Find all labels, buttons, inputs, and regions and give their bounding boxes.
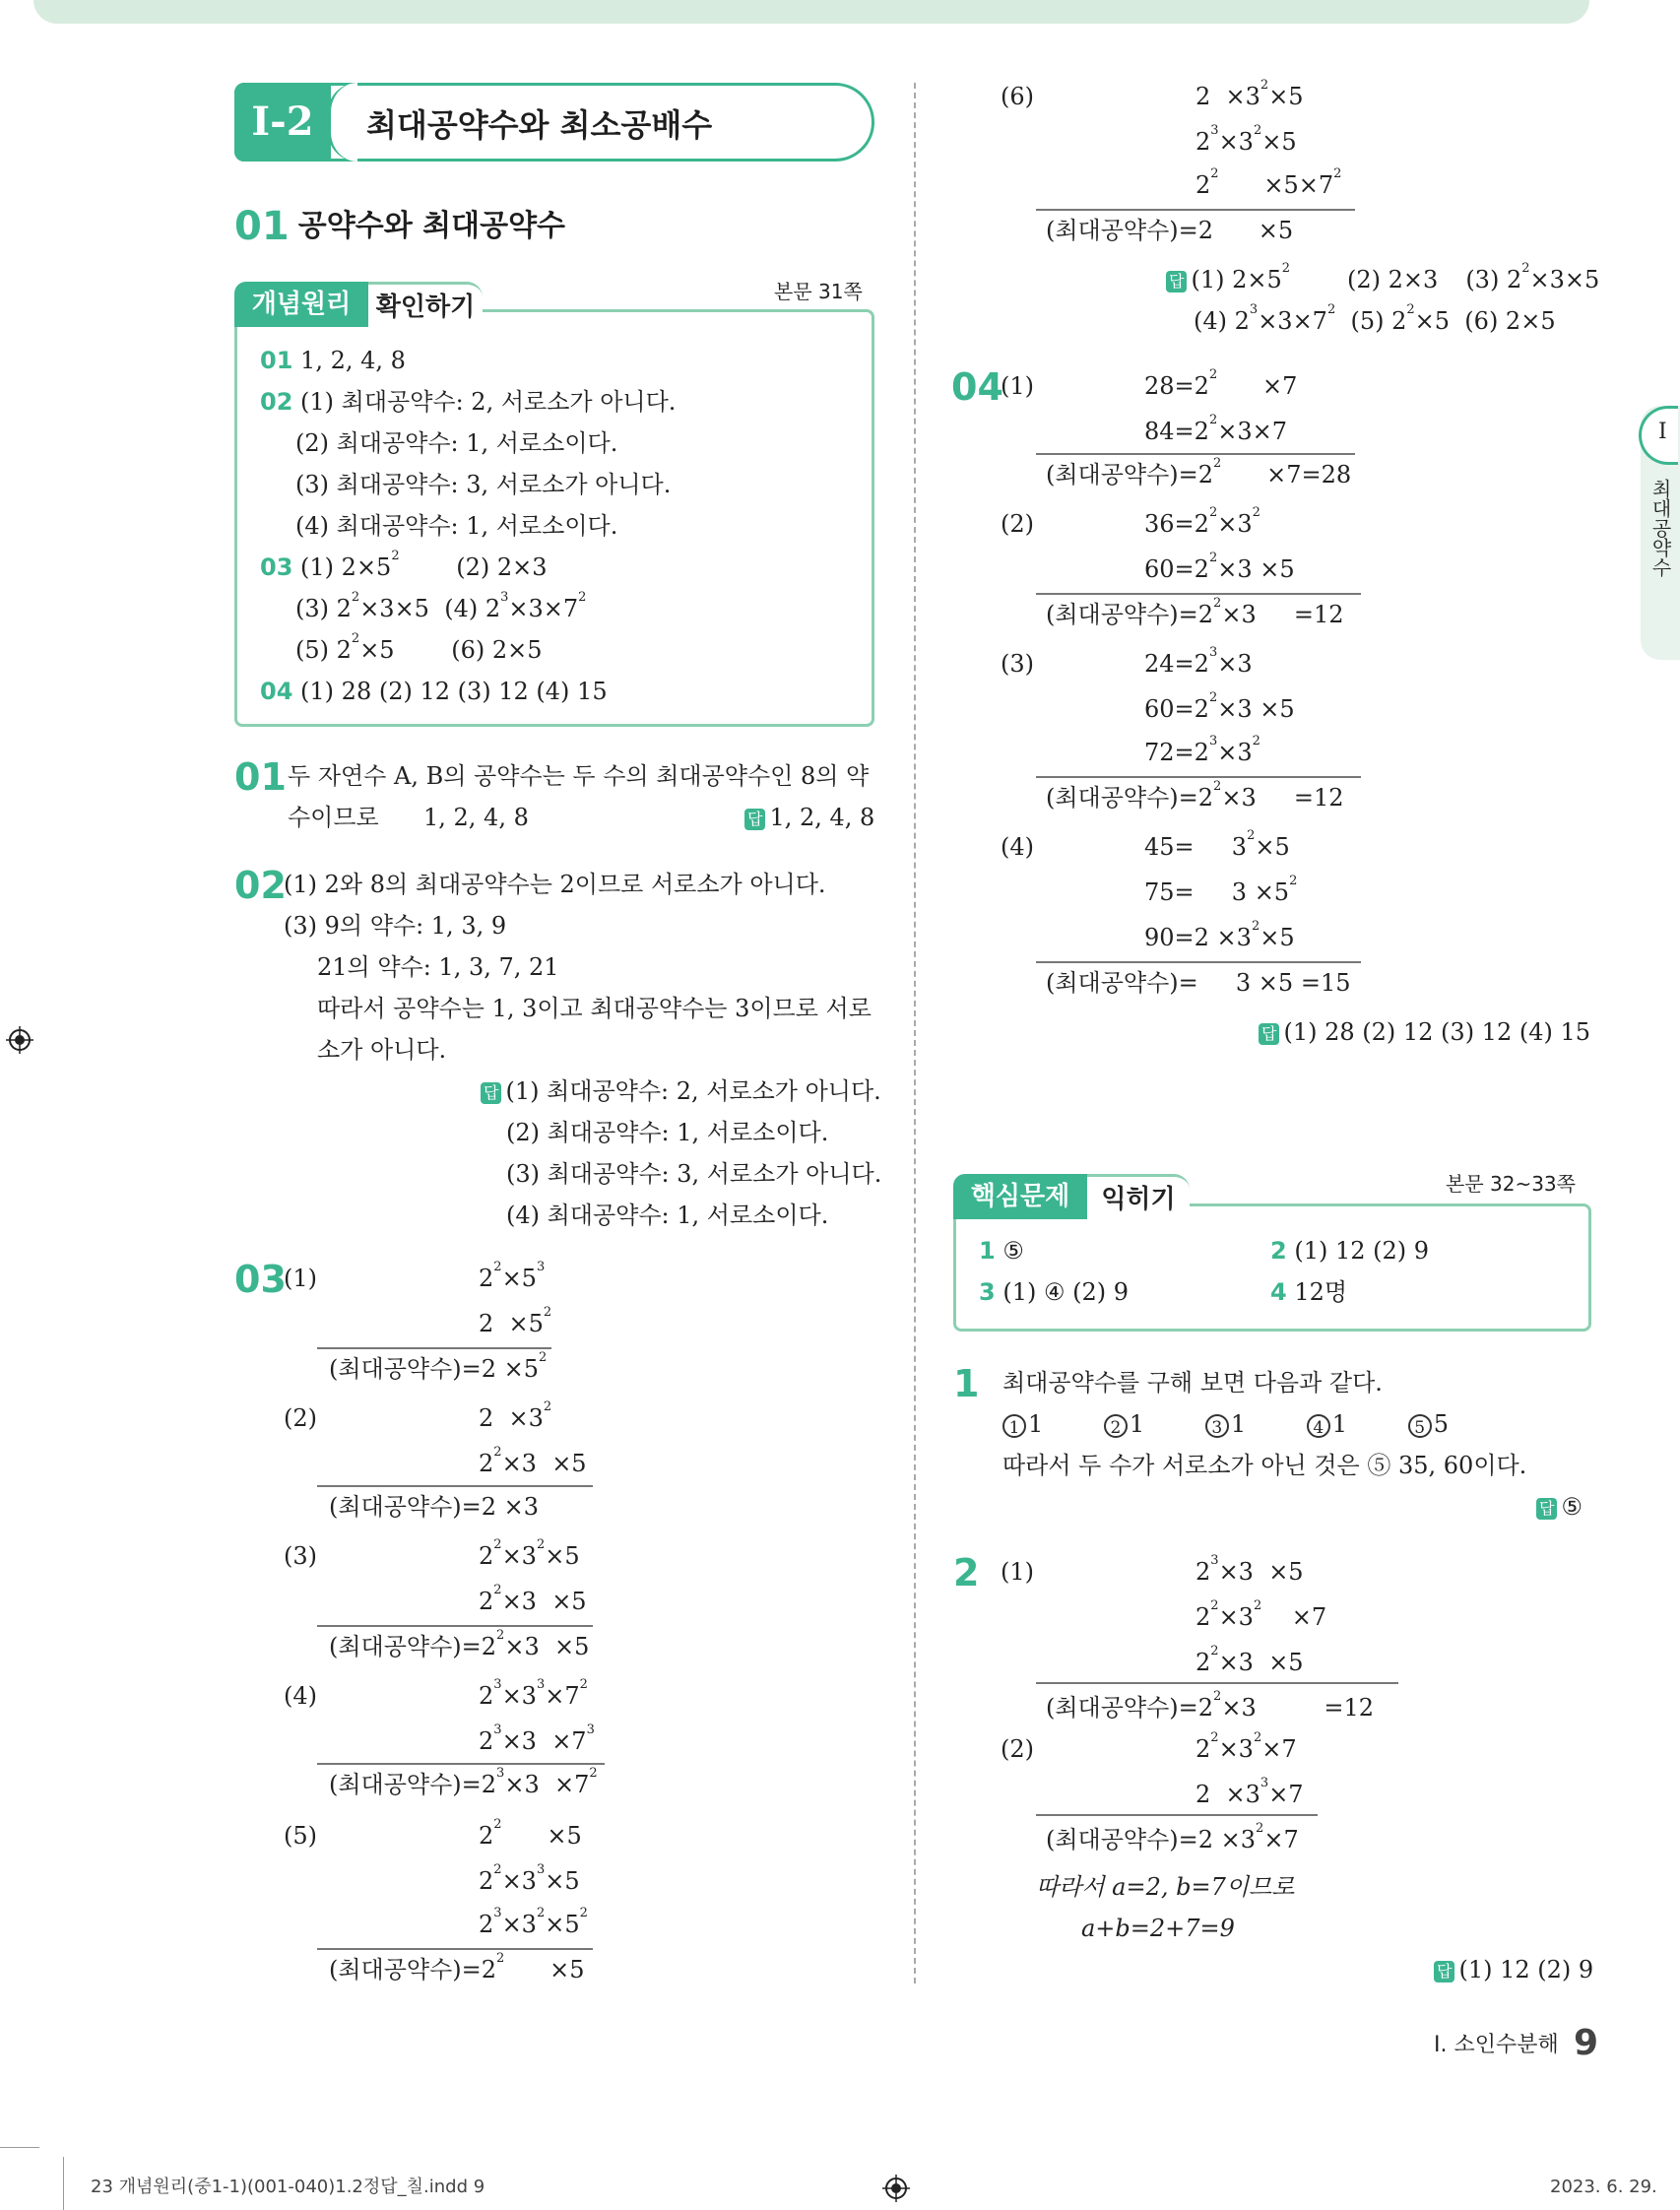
factor-row: $2^3\times 3^2\times 5$ — [1195, 123, 1297, 156]
subsection-number: 01 — [234, 204, 290, 249]
solution-02-answer-2: (2) 최대공약수: 1, 서로소이다. — [506, 1119, 829, 1146]
problem-2-answer: 답 (1) 12 (2) 9 — [1434, 1958, 1593, 1982]
solution-01-line1: 두 자연수 A, B의 공약수는 두 수의 최대공약수인 8의 약 — [288, 762, 870, 790]
solution-02-number: 02 — [234, 864, 287, 907]
factor-row: $2^2\times 5^3$ — [479, 1260, 546, 1292]
registration-mark-icon — [6, 1026, 33, 1054]
factor-row: $2^2\times 3 \times 5$ — [479, 1583, 587, 1615]
factor-row: $2^2\times 3 \times 5$ — [1195, 1644, 1304, 1676]
top-band — [33, 0, 1589, 24]
rule-line — [317, 1763, 605, 1765]
subsection-title: 공약수와 최대공약수 — [297, 209, 566, 243]
concept-a01: 01 1, 2, 4, 8 — [260, 347, 406, 374]
factor-row: $2^2\times 3^2\times 7$ — [1195, 1730, 1297, 1763]
problem-1-options: 1 1 2 1 3 1 4 1 5 5 — [1002, 1412, 1449, 1438]
factor-row: $2^3\times 3 \times 7^3$ — [479, 1722, 595, 1755]
solution-03-answer-row1: 답 (1) $2\times 5^2$ (2) 2×3 (3) $2^2\times 3\times 5$ — [1166, 268, 1599, 292]
concept-a04: 04 (1) 28 (2) 12 (3) 12 (4) 15 — [260, 678, 608, 705]
part-label: (2) — [284, 1404, 317, 1432]
solution-02-answer-3: (3) 최대공약수: 3, 서로소가 아니다. — [506, 1160, 882, 1188]
concept-tab-subtitle: 확인하기 — [368, 282, 483, 327]
factor-row: $90=2 \times 3^2\times 5$ — [1144, 919, 1295, 951]
factor-row: $36=2^2\times 3^2$ — [1144, 505, 1260, 538]
part-label: (5) — [284, 1822, 317, 1850]
solution-02-line1: (1) 2와 8의 최대공약수는 2이므로 서로소가 아니다. — [284, 871, 826, 898]
section-title: 최대공약수와 최소공배수 — [366, 106, 713, 144]
rule-line — [317, 1625, 593, 1627]
factor-row: $2^2$ $\times 5\times 7^2$ — [1195, 166, 1342, 199]
concept-a03-row3: (5) $2^2\times 5$ (6) 2×5 — [295, 631, 543, 664]
factor-row: $2 \times 5^2$ — [479, 1305, 552, 1337]
part-label: (4) — [1001, 833, 1034, 861]
rule-line — [317, 1485, 593, 1487]
solution-02-line3: 21의 약수: 1, 3, 7, 21 — [317, 953, 559, 981]
part-label: (1) — [284, 1265, 317, 1292]
gcd-row: (최대공약수)$=2^2\times 3 \times 5$ — [329, 1628, 590, 1660]
solution-02-line5: 소가 아니다. — [317, 1036, 447, 1064]
footer-rule — [0, 2147, 39, 2148]
gcd-row: (최대공약수)$=2^2$ ×7=28 — [1046, 456, 1352, 488]
side-tab-roman: I — [1658, 420, 1667, 444]
factor-row: $2^2\times 3^2$ ×7 — [1195, 1598, 1327, 1631]
part-label: (3) — [284, 1542, 317, 1570]
factor-row: $2^2\times 3^2\times 5$ — [479, 1537, 580, 1570]
part-label: (4) — [284, 1682, 317, 1710]
problem-1-line1: 최대공약수를 구해 보면 다음과 같다. — [1002, 1369, 1383, 1397]
solution-02-line4: 따라서 공약수는 1, 3이고 최대공약수는 3이므로 서로 — [317, 995, 872, 1022]
solution-03-answer-row2: (4) $2^3\times 3\times 7^2$ (5) $2^2\times 5$ (6) 2×5 — [1194, 302, 1556, 335]
concept-tab: 개념원리 — [234, 282, 368, 327]
problem-2-number: 2 — [953, 1551, 980, 1594]
footer-vrule — [63, 2157, 64, 2210]
solution-02-answer-1: 답 (1) 최대공약수: 2, 서로소가 아니다. — [481, 1079, 881, 1104]
rule-line — [1036, 1814, 1318, 1816]
solution-01-line2b: 1, 2, 4, 8 — [423, 804, 529, 831]
core-q3: 3 (1) ④ (2) 9 — [979, 1278, 1130, 1306]
part-label: (1) — [1001, 372, 1034, 400]
factor-row: $2^2\times 3^3\times 5$ — [479, 1862, 580, 1895]
factor-row: $60=2^2\times 3 \times 5$ — [1144, 690, 1295, 723]
rule-line — [1036, 961, 1361, 963]
column-divider — [914, 83, 916, 1983]
factor-row: $2^3\times 3^3\times 7^2$ — [479, 1677, 588, 1710]
problem-2-line2: a+b=2+7=9 — [1081, 1915, 1235, 1942]
part-label: (6) — [1001, 83, 1034, 110]
gcd-row: (최대공약수)$=2^2\times 3$ =12 — [1046, 1689, 1375, 1722]
solution-01-line2a: 수이므로 — [288, 804, 379, 831]
concept-page-ref: 본문 31쪽 — [774, 280, 863, 303]
concept-a02-4: (4) 최대공약수: 1, 서로소이다. — [295, 512, 618, 540]
factor-row: $60=2^2\times 3 \times 5$ — [1144, 551, 1295, 583]
registration-mark-icon — [882, 2175, 910, 2202]
gcd-row: (최대공약수)$=2 \times 3^2\times 7$ — [1046, 1821, 1299, 1853]
problem-2-line1: 따라서 a=2, b=7이므로 — [1036, 1873, 1295, 1901]
concept-a02-2: (2) 최대공약수: 1, 서로소이다. — [295, 429, 618, 457]
solution-04-number: 04 — [951, 365, 1003, 409]
answer-badge: 답 — [744, 809, 765, 830]
page-number: 9 — [1574, 2023, 1599, 2063]
rule-line — [317, 1347, 551, 1349]
gcd-row: (최대공약수)$=2^2\times 3$ =12 — [1046, 779, 1344, 812]
rule-line — [1036, 209, 1355, 211]
solution-03-number: 03 — [234, 1258, 287, 1301]
rule-line — [1036, 593, 1361, 595]
gcd-row: (최대공약수)=2 ×5 — [1046, 217, 1294, 244]
core-tab: 핵심문제 — [953, 1174, 1087, 1219]
gcd-row: (최대공약수)$=2^2\times 3$ =12 — [1046, 596, 1344, 628]
core-tab-subtitle: 익히기 — [1087, 1174, 1190, 1219]
concept-a02-3: (3) 최대공약수: 3, 서로소가 아니다. — [295, 471, 672, 498]
core-q4: 4 12명 — [1270, 1278, 1348, 1306]
part-label: (3) — [1001, 650, 1034, 678]
factor-row: $2 \times 3^2\times 5$ — [1195, 78, 1304, 110]
solution-02-answer-4: (4) 최대공약수: 1, 서로소이다. — [506, 1202, 829, 1229]
core-q2: 2 (1) 12 (2) 9 — [1270, 1237, 1430, 1265]
rule-line — [317, 1948, 593, 1950]
problem-1-number: 1 — [953, 1362, 980, 1405]
gcd-row: (최대공약수)$=2 \times 5^2$ — [329, 1350, 548, 1383]
rule-line — [1036, 1682, 1398, 1684]
factor-row: $28=2^2$ ×7 — [1144, 367, 1298, 400]
footer-file: 23 개념원리(중1-1)(001-040)1.2정답_칠.indd 9 — [91, 2177, 485, 2197]
factor-row: $24=2^3\times 3$ — [1144, 645, 1253, 678]
concept-a03: 03 (1) $2\times 5^2$ (2) 2×3 — [260, 549, 548, 581]
part-label: (2) — [1001, 510, 1034, 538]
factor-row: 75= $3 \times 5^2$ — [1144, 874, 1298, 906]
section-header — [234, 83, 874, 162]
gcd-row: (최대공약수)= 3 ×5 =15 — [1046, 969, 1351, 997]
factor-row: $2 \times 3^2$ — [479, 1399, 552, 1432]
problem-1-answer: 답 ⑤ — [1536, 1495, 1583, 1520]
part-label: (1) — [1001, 1558, 1034, 1586]
footer-date: 2023. 6. 29. — [1550, 2177, 1657, 2197]
factor-row: $72=2^3\times 3^2$ — [1144, 734, 1260, 766]
concept-a03-row2: (3) $2^2\times 3\times 5$ (4) $2^3\times 3\times 7^2$ — [295, 590, 587, 622]
core-answer-box — [953, 1203, 1591, 1332]
rule-line — [1036, 776, 1361, 778]
solution-04-answer: 답 (1) 28 (2) 12 (3) 12 (4) 15 — [1259, 1020, 1590, 1045]
solution-02-line2: (3) 9의 약수: 1, 3, 9 — [284, 912, 507, 940]
gcd-row: (최대공약수)$=2^2$ ×5 — [329, 1951, 585, 1983]
side-tab-text: 최대공약수 — [1648, 479, 1672, 577]
footer-chapter: I. 소인수분해 — [1434, 2033, 1559, 2057]
core-page-ref: 본문 32~33쪽 — [1446, 1172, 1576, 1196]
problem-1-line3: 따라서 두 수가 서로소가 아닌 것은 ⑤ 35, 60이다. — [1002, 1452, 1527, 1479]
subsection-heading — [234, 201, 566, 249]
factor-row: $2^2$ ×5 — [479, 1817, 582, 1850]
gcd-row: (최대공약수)$=2^3\times 3 \times 7^2$ — [329, 1766, 598, 1798]
factor-row: $2^3\times 3 \times 5$ — [1195, 1553, 1304, 1586]
concept-a02: 02 (1) 최대공약수: 2, 서로소가 아니다. — [260, 388, 677, 416]
gcd-row: (최대공약수)=2 ×3 — [329, 1493, 540, 1521]
solution-01-number: 01 — [234, 755, 287, 799]
rule-line — [1036, 453, 1355, 455]
factor-row: $2 \times 3^3\times 7$ — [1195, 1776, 1304, 1808]
factor-row: $84=2^2\times 3\times 7$ — [1144, 413, 1287, 445]
section-id: I-2 — [234, 83, 331, 162]
solution-01-answer: 답 1, 2, 4, 8 — [744, 806, 874, 830]
core-q1: 1 ⑤ — [979, 1237, 1024, 1265]
factor-row: $2^2\times 3 \times 5$ — [479, 1445, 587, 1477]
factor-row: 45= $3^2\times 5$ — [1144, 828, 1290, 861]
part-label: (2) — [1001, 1735, 1034, 1763]
factor-row: $2^3\times 3^2\times 5^2$ — [479, 1906, 588, 1938]
